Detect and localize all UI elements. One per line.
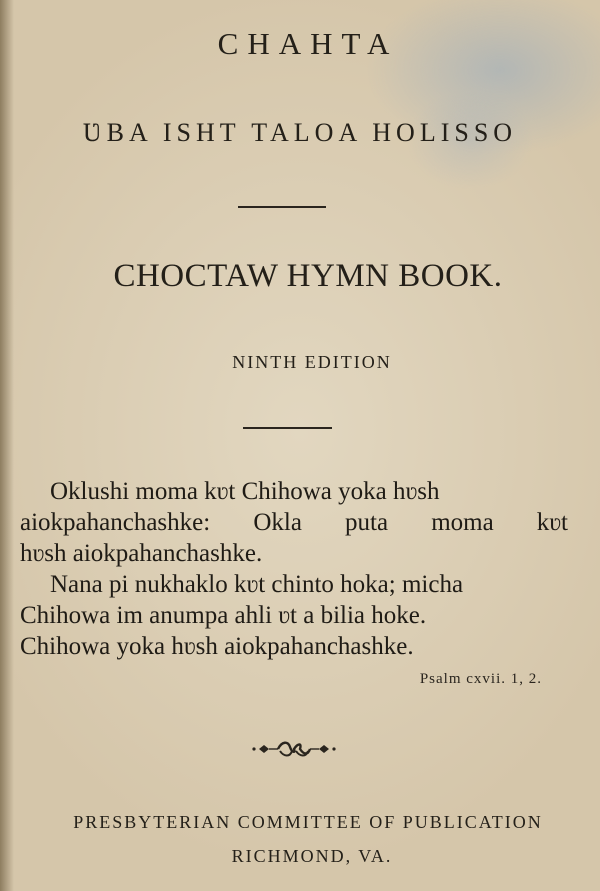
psalm-citation: Psalm cxvii. 1, 2. [419, 671, 542, 687]
publisher-name: PRESBYTERIAN COMMITTEE OF PUBLICATION [73, 812, 543, 832]
verse-line: Oklushi moma kʋt Chihowa yoka hʋsh [50, 478, 440, 505]
english-title: CHOCTAW HYMN BOOK. [113, 258, 503, 294]
verse-line: Chihowa yoka hʋsh aiokpahanchashke. [20, 633, 414, 660]
divider-rule-middle [243, 427, 332, 429]
epigraph-verse [20, 476, 568, 662]
printers-flourish-ornament-icon [250, 739, 338, 759]
verse-line: aiokpahanchashke: Okla puta moma kʋt [20, 509, 568, 536]
verse-line: hʋsh aiokpahanchashke. [20, 540, 263, 567]
divider-rule-top [238, 206, 326, 208]
edition-label: NINTH EDITION [232, 352, 392, 372]
verse-line: Nana pi nukhaklo kʋt chinto hoka; micha [50, 571, 464, 598]
title-chahta: CHAHTA [217, 26, 399, 61]
title-uba-isht-taloa-holisso: ƲBA ISHT TALOA HOLISSO [82, 118, 518, 147]
publisher-city: RICHMOND, VA. [231, 846, 393, 866]
verse-line: Chihowa im anumpa ahli ʋt a bilia hoke. [20, 602, 427, 629]
